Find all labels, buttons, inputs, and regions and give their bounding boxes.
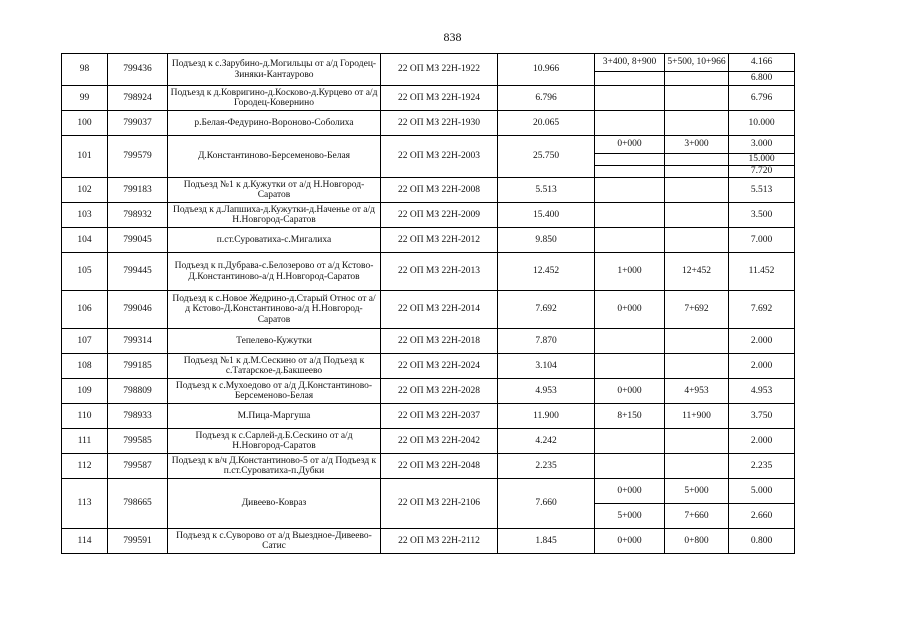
road-code-cell: 798924	[108, 86, 168, 111]
section-length-cell: 3.000	[729, 136, 795, 154]
section-end-cell	[665, 228, 729, 253]
section-length-cell: 10.000	[729, 111, 795, 136]
length-cell: 9.850	[498, 228, 595, 253]
road-code-cell: 799183	[108, 178, 168, 203]
row-number-cell: 98	[62, 54, 108, 86]
row-number-cell: 103	[62, 203, 108, 228]
section-end-cell	[665, 111, 729, 136]
road-code-cell: 799445	[108, 253, 168, 291]
table-row	[62, 404, 795, 429]
section-length-cell: 2.000	[729, 354, 795, 379]
length-cell: 7.660	[498, 479, 595, 529]
registration-number-cell: 22 ОП МЗ 22Н-2013	[381, 253, 498, 291]
section-start-cell	[595, 154, 665, 166]
length-cell: 5.513	[498, 178, 595, 203]
section-start-cell: 0+000	[595, 479, 665, 504]
road-code-cell: 799046	[108, 291, 168, 329]
registration-number-cell: 22 ОП МЗ 22Н-2009	[381, 203, 498, 228]
row-number-cell: 107	[62, 329, 108, 354]
length-cell: 3.104	[498, 354, 595, 379]
registration-number-cell: 22 ОП МЗ 22Н-2024	[381, 354, 498, 379]
registration-number-cell: 22 ОП МЗ 22Н-1924	[381, 86, 498, 111]
section-start-cell	[595, 454, 665, 479]
row-number-cell: 102	[62, 178, 108, 203]
section-end-cell	[665, 429, 729, 454]
section-length-cell: 6.800	[729, 72, 795, 86]
section-start-cell: 3+400, 8+900	[595, 54, 665, 72]
section-end-cell: 4+953	[665, 379, 729, 404]
section-start-cell	[595, 178, 665, 203]
length-cell: 1.845	[498, 529, 595, 554]
section-start-cell	[595, 429, 665, 454]
section-end-cell: 7+692	[665, 291, 729, 329]
table-row	[62, 354, 795, 379]
registration-number-cell: 22 ОП МЗ 22Н-2048	[381, 454, 498, 479]
road-name-cell: Подъезд к п.Дубрава-с.Белозерово от а/д Кстово-Д.Константиново-а/д Н.Новгород-Саратов	[168, 253, 381, 291]
registration-number-cell: 22 ОП МЗ 22Н-2106	[381, 479, 498, 529]
road-code-cell: 799585	[108, 429, 168, 454]
section-end-cell	[665, 454, 729, 479]
roads-table	[61, 53, 795, 554]
section-start-cell	[595, 203, 665, 228]
section-length-cell: 3.750	[729, 404, 795, 429]
road-code-cell: 799037	[108, 111, 168, 136]
table-row	[62, 291, 795, 329]
section-end-cell	[665, 203, 729, 228]
section-length-cell: 15.000	[729, 154, 795, 166]
road-name-cell: Подъезд к с.Сарлей-д.Б.Сескино от а/д Н.Новгород-Саратов	[168, 429, 381, 454]
section-end-cell	[665, 354, 729, 379]
road-code-cell: 798809	[108, 379, 168, 404]
length-cell: 25.750	[498, 136, 595, 178]
road-name-cell: Подъезд к с.Новое Жедрино-д.Старый Относ от а/д Кстово-Д.Константиново-а/д Н.Новгород-Саратов	[168, 291, 381, 329]
section-start-cell	[595, 329, 665, 354]
section-end-cell	[665, 329, 729, 354]
row-number-cell: 99	[62, 86, 108, 111]
registration-number-cell: 22 ОП МЗ 22Н-1930	[381, 111, 498, 136]
section-end-cell: 0+800	[665, 529, 729, 554]
section-end-cell	[665, 86, 729, 111]
section-length-cell: 7.692	[729, 291, 795, 329]
road-name-cell: Подъезд к с.Суворово от а/д Выездное-Дивеево-Сатис	[168, 529, 381, 554]
table-row	[62, 253, 795, 291]
length-cell: 15.400	[498, 203, 595, 228]
section-end-cell: 5+500, 10+966	[665, 54, 729, 72]
table-row	[62, 54, 795, 72]
registration-number-cell: 22 ОП МЗ 22Н-2112	[381, 529, 498, 554]
section-end-cell: 12+452	[665, 253, 729, 291]
page-number: 838	[443, 30, 462, 44]
section-length-cell: 2.660	[729, 504, 795, 529]
section-start-cell: 0+000	[595, 379, 665, 404]
row-number-cell: 106	[62, 291, 108, 329]
registration-number-cell: 22 ОП МЗ 22Н-2018	[381, 329, 498, 354]
row-number-cell: 109	[62, 379, 108, 404]
road-name-cell: п.ст.Суроватиха-с.Мигалиха	[168, 228, 381, 253]
section-length-cell: 2.000	[729, 429, 795, 454]
registration-number-cell: 22 ОП МЗ 22Н-2014	[381, 291, 498, 329]
road-name-cell: Дивеево-Ковраз	[168, 479, 381, 529]
section-length-cell: 5.513	[729, 178, 795, 203]
length-cell: 7.870	[498, 329, 595, 354]
length-cell: 4.242	[498, 429, 595, 454]
section-start-cell	[595, 86, 665, 111]
section-length-cell: 5.000	[729, 479, 795, 504]
row-number-cell: 101	[62, 136, 108, 178]
section-end-cell	[665, 178, 729, 203]
table-row	[62, 479, 795, 504]
section-start-cell: 0+000	[595, 136, 665, 154]
registration-number-cell: 22 ОП МЗ 22Н-2012	[381, 228, 498, 253]
section-length-cell: 2.235	[729, 454, 795, 479]
length-cell: 6.796	[498, 86, 595, 111]
road-name-cell: Подъезд №1 к д.Кужутки от а/д Н.Новгород-Саратов	[168, 178, 381, 203]
section-length-cell: 4.166	[729, 54, 795, 72]
length-cell: 4.953	[498, 379, 595, 404]
registration-number-cell: 22 ОП МЗ 22Н-2028	[381, 379, 498, 404]
road-name-cell: р.Белая-Федурино-Вороново-Соболиха	[168, 111, 381, 136]
section-length-cell: 2.000	[729, 329, 795, 354]
section-start-cell: 5+000	[595, 504, 665, 529]
section-end-cell	[665, 72, 729, 86]
row-number-cell: 113	[62, 479, 108, 529]
table-row	[62, 329, 795, 354]
section-length-cell: 0.800	[729, 529, 795, 554]
section-start-cell	[595, 72, 665, 86]
road-name-cell: Тепелево-Кужутки	[168, 329, 381, 354]
road-code-cell: 799591	[108, 529, 168, 554]
road-name-cell: Подъезд №1 к д.М.Сескино от а/д Подъезд к с.Татарское-д.Бакшеево	[168, 354, 381, 379]
table-row	[62, 111, 795, 136]
registration-number-cell: 22 ОП МЗ 22Н-2008	[381, 178, 498, 203]
table-row	[62, 429, 795, 454]
section-end-cell: 7+660	[665, 504, 729, 529]
section-end-cell: 5+000	[665, 479, 729, 504]
road-code-cell: 798665	[108, 479, 168, 529]
road-code-cell: 799314	[108, 329, 168, 354]
length-cell: 7.692	[498, 291, 595, 329]
section-start-cell	[595, 111, 665, 136]
length-cell: 12.452	[498, 253, 595, 291]
section-start-cell: 0+000	[595, 529, 665, 554]
table-row	[62, 454, 795, 479]
roads-table-body	[62, 54, 795, 554]
row-number-cell: 108	[62, 354, 108, 379]
road-code-cell: 799587	[108, 454, 168, 479]
section-end-cell	[665, 154, 729, 166]
row-number-cell: 104	[62, 228, 108, 253]
road-name-cell: Д.Константиново-Берсеменово-Белая	[168, 136, 381, 178]
length-cell: 10.966	[498, 54, 595, 86]
section-end-cell	[665, 166, 729, 178]
road-code-cell: 799045	[108, 228, 168, 253]
registration-number-cell: 22 ОП МЗ 22Н-1922	[381, 54, 498, 86]
section-length-cell: 6.796	[729, 86, 795, 111]
section-length-cell: 7.720	[729, 166, 795, 178]
registration-number-cell: 22 ОП МЗ 22Н-2037	[381, 404, 498, 429]
road-name-cell: Подъезд к д.Лапшиха-д.Кужутки-д.Наченье от а/д Н.Новгород-Саратов	[168, 203, 381, 228]
road-name-cell: Подъезд к в/ч Д.Константиново-5 от а/д Подъезд к п.ст.Суроватиха-п.Дубки	[168, 454, 381, 479]
section-end-cell: 3+000	[665, 136, 729, 154]
row-number-cell: 100	[62, 111, 108, 136]
table-row	[62, 379, 795, 404]
table-row	[62, 529, 795, 554]
row-number-cell: 112	[62, 454, 108, 479]
road-name-cell: Подъезд к д.Ковригино-д.Косково-д.Курцево от а/д Городец-Ковернино	[168, 86, 381, 111]
registration-number-cell: 22 ОП МЗ 22Н-2042	[381, 429, 498, 454]
section-start-cell	[595, 228, 665, 253]
table-row	[62, 136, 795, 154]
road-name-cell: Подъезд к с.Мухоедово от а/д Д.Константиново-Берсеменово-Белая	[168, 379, 381, 404]
road-name-cell: Подъезд к с.Зарубино-д.Могильцы от а/д Городец-Зиняки-Кантаурово	[168, 54, 381, 86]
section-length-cell: 11.452	[729, 253, 795, 291]
road-code-cell: 798932	[108, 203, 168, 228]
road-code-cell: 799185	[108, 354, 168, 379]
road-code-cell: 798933	[108, 404, 168, 429]
row-number-cell: 111	[62, 429, 108, 454]
length-cell: 11.900	[498, 404, 595, 429]
length-cell: 2.235	[498, 454, 595, 479]
section-start-cell	[595, 166, 665, 178]
row-number-cell: 114	[62, 529, 108, 554]
road-code-cell: 799436	[108, 54, 168, 86]
section-length-cell: 7.000	[729, 228, 795, 253]
table-row	[62, 228, 795, 253]
registration-number-cell: 22 ОП МЗ 22Н-2003	[381, 136, 498, 178]
table-row	[62, 86, 795, 111]
table-row	[62, 203, 795, 228]
section-length-cell: 3.500	[729, 203, 795, 228]
road-code-cell: 799579	[108, 136, 168, 178]
row-number-cell: 110	[62, 404, 108, 429]
table-row	[62, 178, 795, 203]
section-start-cell: 1+000	[595, 253, 665, 291]
road-name-cell: М.Пица-Маргуша	[168, 404, 381, 429]
row-number-cell: 105	[62, 253, 108, 291]
section-start-cell: 0+000	[595, 291, 665, 329]
section-start-cell	[595, 354, 665, 379]
section-end-cell: 11+900	[665, 404, 729, 429]
section-length-cell: 4.953	[729, 379, 795, 404]
section-start-cell: 8+150	[595, 404, 665, 429]
length-cell: 20.065	[498, 111, 595, 136]
